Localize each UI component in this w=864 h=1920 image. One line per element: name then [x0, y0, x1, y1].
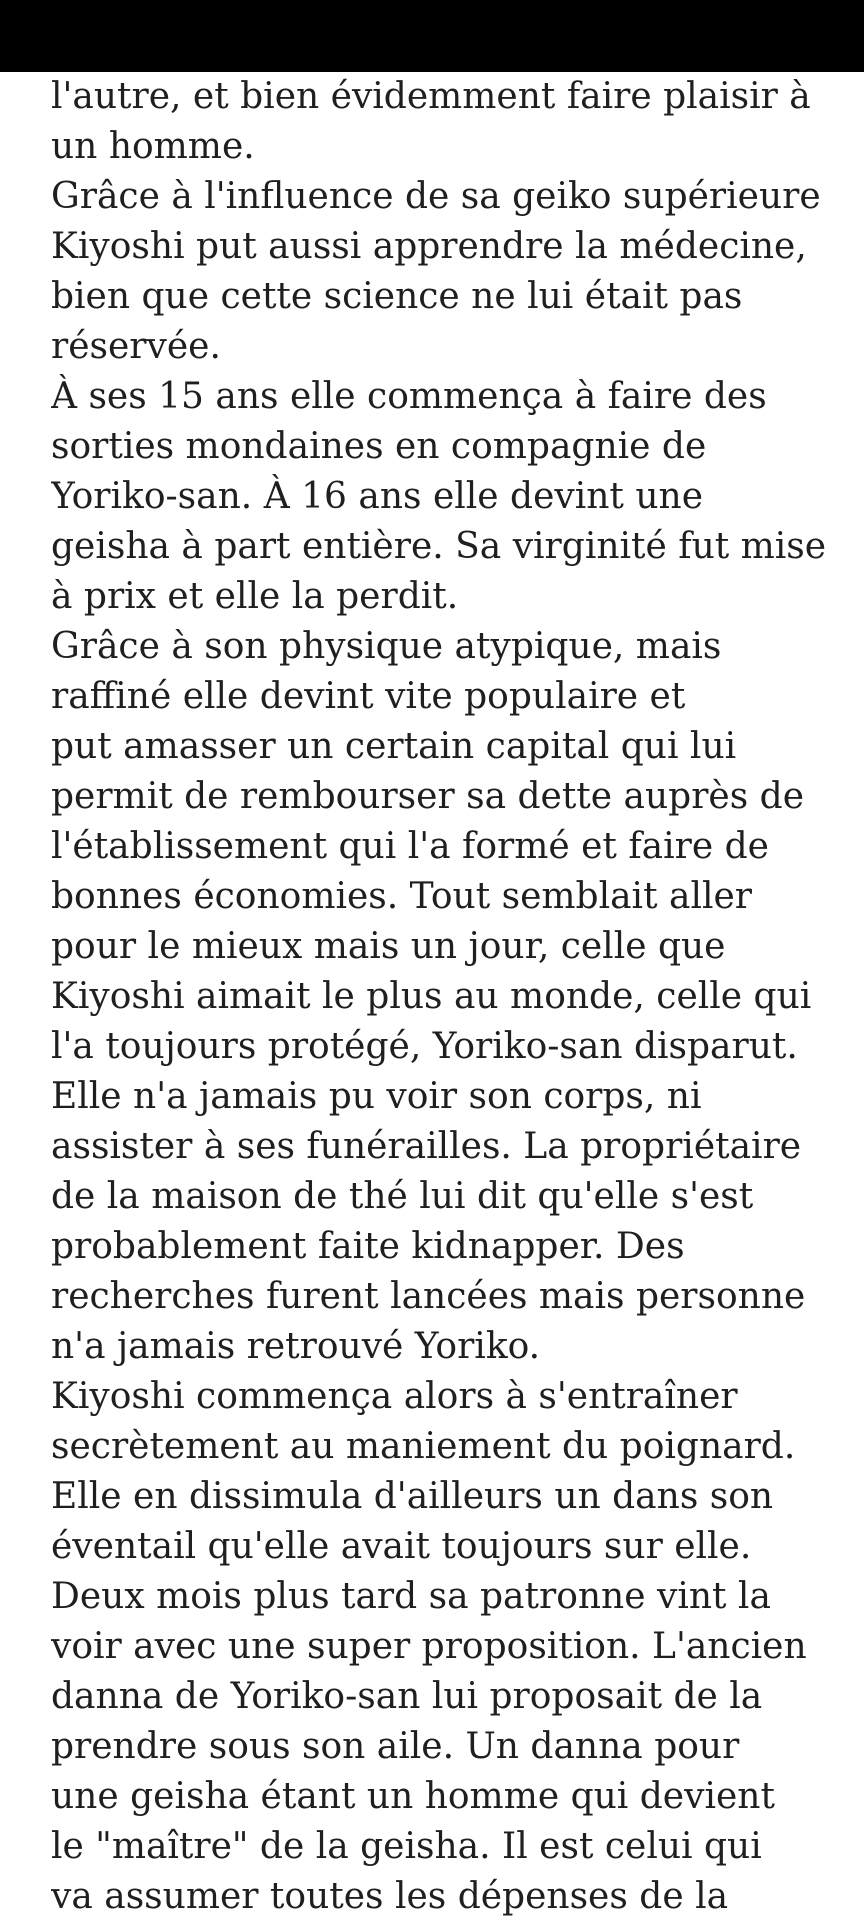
- text-line: l'établissement qui l'a formé et faire de: [51, 826, 769, 867]
- text-line: un homme.: [51, 126, 255, 167]
- text-line: Deux mois plus tard sa patronne vint la: [51, 1576, 771, 1617]
- text-line: assister à ses funérailles. La propriétaire: [51, 1126, 802, 1167]
- reading-pane[interactable]: [51, 72, 851, 1920]
- text-line: une geisha étant un homme qui devient: [51, 1776, 775, 1817]
- text-line: pour le mieux mais un jour, celle que: [51, 926, 726, 967]
- text-line: permit de rembourser sa dette auprès de: [51, 776, 804, 817]
- text-line: va assumer toutes les dépenses de la: [51, 1876, 729, 1917]
- text-line: Yoriko-san. À 16 ans elle devint une: [51, 476, 704, 517]
- text-line: probablement faite kidnapper. Des: [51, 1226, 685, 1267]
- text-line: Grâce à l'influence de sa geiko supérieure: [51, 176, 821, 217]
- text-line: voir avec une super proposition. L'ancien: [51, 1626, 807, 1667]
- text-line: À ses 15 ans elle commença à faire des: [51, 376, 767, 417]
- text-line: sorties mondaines en compagnie de: [51, 426, 707, 467]
- status-bar: [0, 0, 864, 72]
- text-line: le "maître" de la geisha. Il est celui qui: [51, 1826, 762, 1867]
- text-line: Elle en dissimula d'ailleurs un dans son: [51, 1476, 774, 1517]
- text-line: réservée.: [51, 326, 221, 367]
- text-line: éventail qu'elle avait toujours sur elle.: [51, 1526, 752, 1567]
- text-line: bien que cette science ne lui était pas: [51, 276, 743, 317]
- text-line: l'a toujours protégé, Yoriko-san disparut.: [51, 1026, 798, 1067]
- text-line: secrètement au maniement du poignard.: [51, 1426, 796, 1467]
- text-line: put amasser un certain capital qui lui: [51, 726, 737, 767]
- text-line: danna de Yoriko-san lui proposait de la: [51, 1676, 763, 1717]
- text-line: Grâce à son physique atypique, mais: [51, 626, 722, 667]
- text-line: n'a jamais retrouvé Yoriko.: [51, 1326, 541, 1367]
- text-line: prendre sous son aile. Un danna pour: [51, 1726, 740, 1767]
- text-line: Kiyoshi put aussi apprendre la médecine,: [51, 226, 807, 267]
- text-line: à prix et elle la perdit.: [51, 576, 459, 617]
- text-line: raffiné elle devint vite populaire et: [51, 676, 686, 717]
- text-line: recherches furent lancées mais personne: [51, 1276, 806, 1317]
- text-line: l'autre, et bien évidemment faire plaisir à: [51, 76, 811, 117]
- text-line: Kiyoshi aimait le plus au monde, celle qui: [51, 976, 812, 1017]
- text-line: de la maison de thé lui dit qu'elle s'est: [51, 1176, 754, 1217]
- text-line: Elle n'a jamais pu voir son corps, ni: [51, 1076, 702, 1117]
- text-line: geisha à part entière. Sa virginité fut mise: [51, 526, 827, 567]
- text-line: bonnes économies. Tout semblait aller: [51, 876, 752, 917]
- text-line: Kiyoshi commença alors à s'entraîner: [51, 1376, 738, 1417]
